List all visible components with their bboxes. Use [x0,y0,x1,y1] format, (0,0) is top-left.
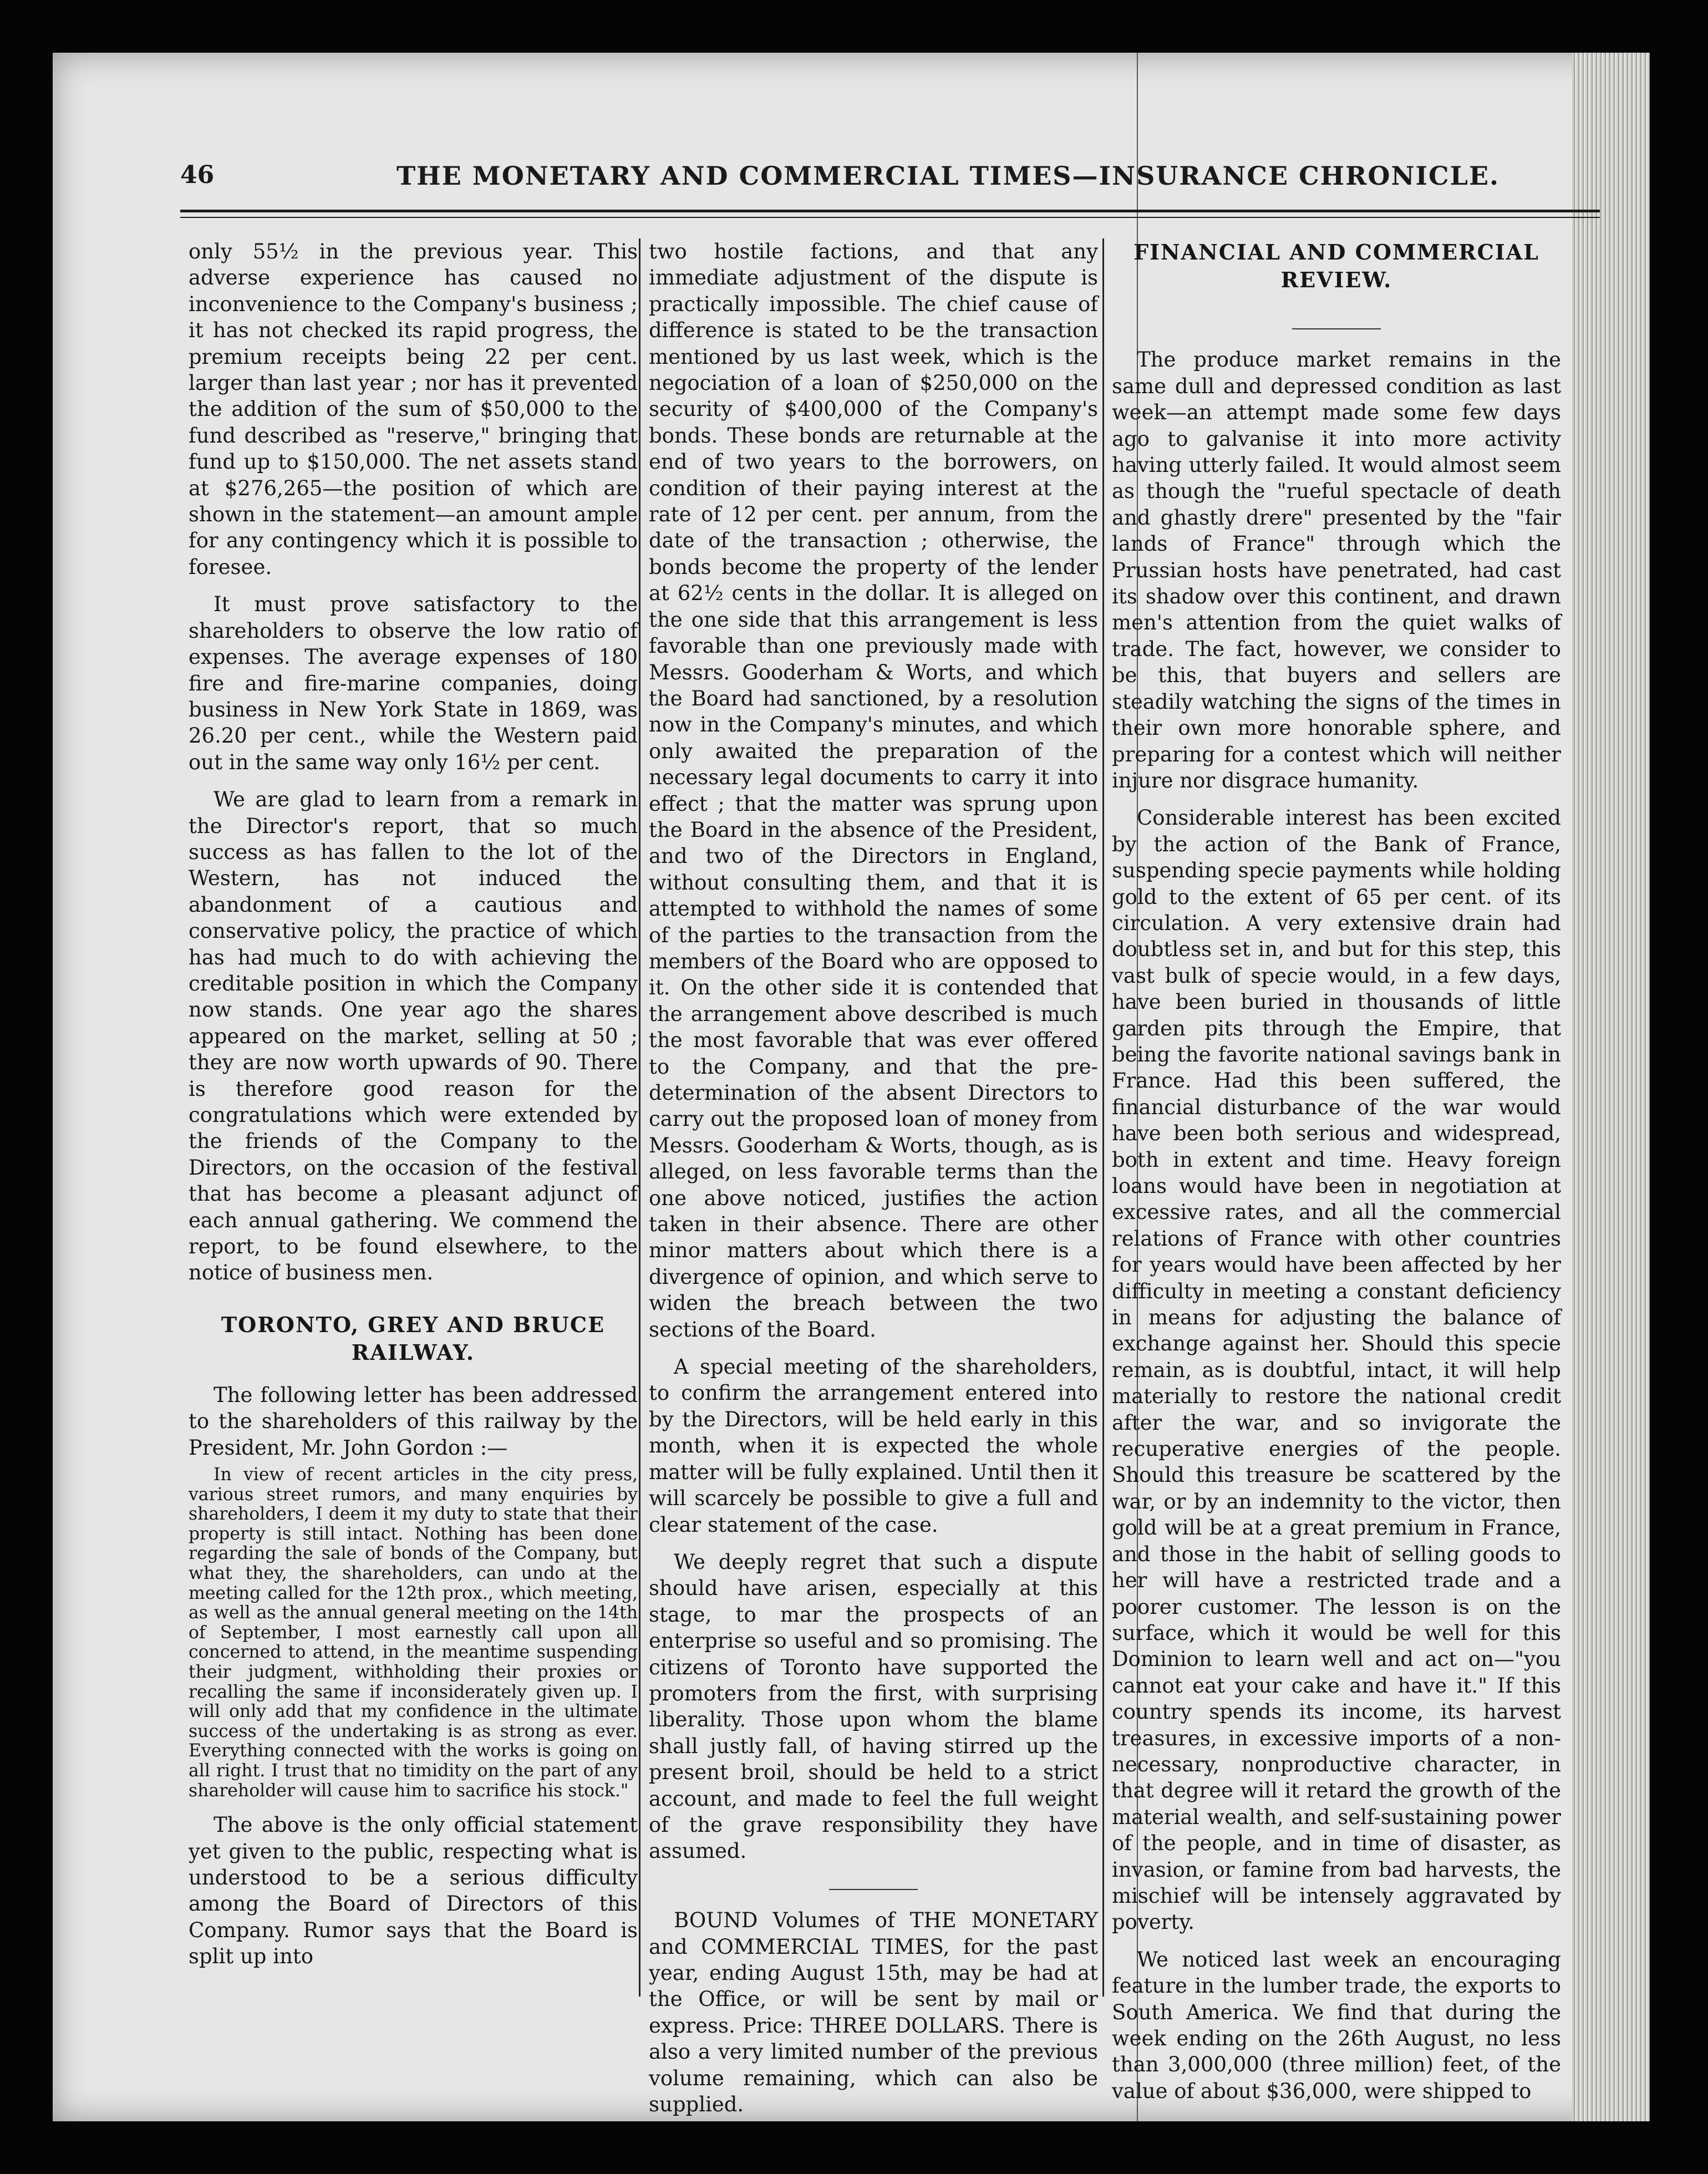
section-heading-review: FINANCIAL AND COMMERCIAL REVIEW. [1133,240,1539,292]
section-heading-railway: TORONTO, GREY AND BRUCE RAILWAY. [221,1312,606,1365]
column-rule-left [639,238,640,1997]
header-rule-thin [180,217,1600,218]
paragraph: It must prove satisfactory to the shareholders to observe the low ratio of expenses. The average expenses of 180 fire and fire-marine companies, doing business in New York State in 1869, was 26.20 per cent., while the Western paid out in the same way only 16½ per cent. [189,592,638,774]
notice-text: BOUND Volumes of THE MONETARY and COMMERCIAL TIMES, for the past year, ending August 15th, may be had at the Office, or will be sent by mail or express. Price: THREE DOLLARS. There is also a very limited number of the previous volume remaining, which can also be supplied. [649,1908,1098,2117]
paragraph: A special meeting of the shareholders, to confirm the arrangement entered into by the Directors, will be held early in this month, when it is expected the whole matter will be fully explained. Until then it will scarcely be possible to give a full and clear statement of the case. [649,1355,1098,1537]
paragraph: two hostile factions, and that any immediate adjustment of the dispute is practically impossible. The chief cause of difference is stated to be the transaction mentioned by us last week, which is the negociation of a loan of $250,000 on the security of $400,000 of the Company's bonds. These bonds are returnable at the end of two years to the borrowers, on condition of their paying interest at the rate of 12 per cent. per annum, from the date of the transaction ; otherwise, the bonds become the property of the lender at 62½ cents in the dollar. It is alleged on the one side that this arrangement is less favorable than one previously made with Messrs. Gooderham & Worts, and which the Board had sanctioned, by a resolution now in the Company's minutes, and which only awaited the preparation of the necessary legal documents to carry it into effect ; that the matter was sprung upon the Board in the absence of the President, and two of the Directors in England, without consulting them, and that it is attempted to withhold the names of some of the parties to the transaction from the members of the Board who are opposed to it. On the other side it is contended that the arrangement above described is much the most favorable that was ever offered to the Company, and that the pre-determination of the absent Directors to carry out the proposed loan of money from Messrs. Gooderham & Worts, though, as is alleged, on less favorable terms than the one above noticed, justifies the action taken in their absence. There are other minor matters about which there is a divergence of opinion, and which serve to widen the breach between the two sections of the Board. [649,240,1098,1342]
page-number: 46 [180,161,215,189]
column-rule-right [1102,238,1104,1997]
bound-volumes-notice [649,1907,1098,2117]
paragraph: We are glad to learn from a remark in the Director's report, that so much success as has fallen to the lot of the Western, has not induced the abandonment of a cautious and conservative policy, the practice of which has had much to do with achieving the creditable position in which the Company now stands. One year ago the shares appeared on the market, selling at 50 ; they are now worth upwards of 90. There is therefore good reason for the congratulations which were extended by the friends of the Company to the Directors, on the occasion of the festival that has become a pleasant adjunct of each annual gathering. We commend the report, to be found elsewhere, to the notice of business men. [189,788,638,1285]
letter-quote: In view of recent articles in the city press, various street rumors, and many enquiries by shareholders, I deem it my duty to state that their property is still intact. Nothing has been done regarding the sale of bonds of the Company, but what they, the shareholders, can undo at the meeting called for the 12th prox., which meeting, as well as the annual general meeting on the 14th of September, I most earnestly call upon all concerned to attend, in the meantime suspending their judgment, withholding their proxies or recalling the same if inconsiderately given up. I will only add that my confidence in the ultimate success of the undertaking is as strong as ever. Everything connected with the works is going on all right. I trust that no timidity on the part of any shareholder will cause him to sacrifice his stock." [189,1465,638,1801]
paragraph: The produce market remains in the same dull and depressed condition as last week—an attempt made some few days ago to galvanise it into more activity having utterly failed. It would almost seem as though the "rueful spectacle of death and ghastly drere" presented by the "fair lands of France" through which the Prussian hosts have penetrated, had cast its shadow over this continent, and drawn men's attention from the quiet walks of trade. The fact, however, we consider to be this, that buyers and sellers are steadily watching the signs of the times in their own more honorable sphere, and preparing for a contest which will neither injure nor disgrace humanity. [1112,348,1561,793]
column-two [649,238,1098,2117]
paragraph: The above is the only official statement yet given to the public, respecting what is understood to be a serious difficulty among the Board of Directors of this Company. Rumor says that the Board is split up into [189,1813,638,1969]
paragraph: We deeply regret that such a dispute should have arisen, especially at this stage, to mar the prospects of an enterprise so useful and so promising. The citizens of Toronto have supported the promoters from the first, with surprising liberality. Those upon whom the blame shall justly fall, of having stirred up the present broil, should be held to a strict account, and made to feel the full weight of the grave responsibility they have assumed. [649,1550,1098,1863]
publication-title: THE MONETARY AND COMMERCIAL TIMES—INSURANCE CHRONICLE. [396,161,1500,191]
paragraph: Considerable interest has been excited by the action of the Bank of France, suspending specie payments while holding gold to the extent of 65 per cent. of its circulation. A very extensive drain had doubtless set in, and but for this step, this vast bulk of specie would, in a few days, have been buried in thousands of little garden pits through the Empire, that being the favorite national savings bank in France. Had this been suffered, the financial disturbance of the war would have been both serious and widespread, both in extent and time. Heavy foreign loans would have been in negotiation at excessive rates, and all the commercial relations of France with other countries for years would have been affected by her difficulty in meeting a constant deficiency in means for adjusting the balance of exchange against her. Should this specie remain, as is doubtful, intact, it will help materially to restore the national credit after the war, and so invigorate the recuperative energies of the people. Should this treasure be scattered by the war, or by an indemnity to the victor, then gold will be at a great premium in France, and those in the habit of selling goods to her will have a restricted trade and a poorer customer. The lesson is on the surface, which it would be well for this Dominion to learn well and act on—"you cannot eat your cake and have it." If this country spends its income, its harvest treasures, in excessive imports of a non-necessary, nonproductive character, in that degree will it retard the growth of the material wealth, and self-sustaining power of the people, and in time of disaster, as invasion, or famine from bad harvests, the mischief will be intensely aggravated by poverty. [1112,806,1561,1934]
column-three [1112,238,1561,2104]
page-edge-binding [1572,53,1650,2121]
divider [1112,309,1561,336]
paragraph: only 55½ in the previous year. This adverse experience has caused no inconvenience to the Company's business ; it has not checked its rapid progress, the premium receipts being 22 per cent. larger than last year ; nor has it prevented the addition of the sum of $50,000 to the fund described as "reserve," bringing that fund up to $150,000. The net assets stand at $276,265—the position of which are shown in the statement—an amount ample for any contingency which it is possible to foresee. [189,240,638,579]
paragraph: We noticed last week an encouraging feature in the lumber trade, the exports to South America. We find that during the week ending on the 26th August, no less than 3,000,000 (three million) feet, of the value of about $36,000, were shipped to [1112,1947,1561,2103]
column-one [189,238,638,1970]
running-head [180,161,1500,200]
header-rule [180,210,1600,212]
paragraph: The following letter has been addressed to the shareholders of this railway by the President, Mr. John Gordon :— [189,1383,638,1460]
divider [649,1870,1098,1896]
